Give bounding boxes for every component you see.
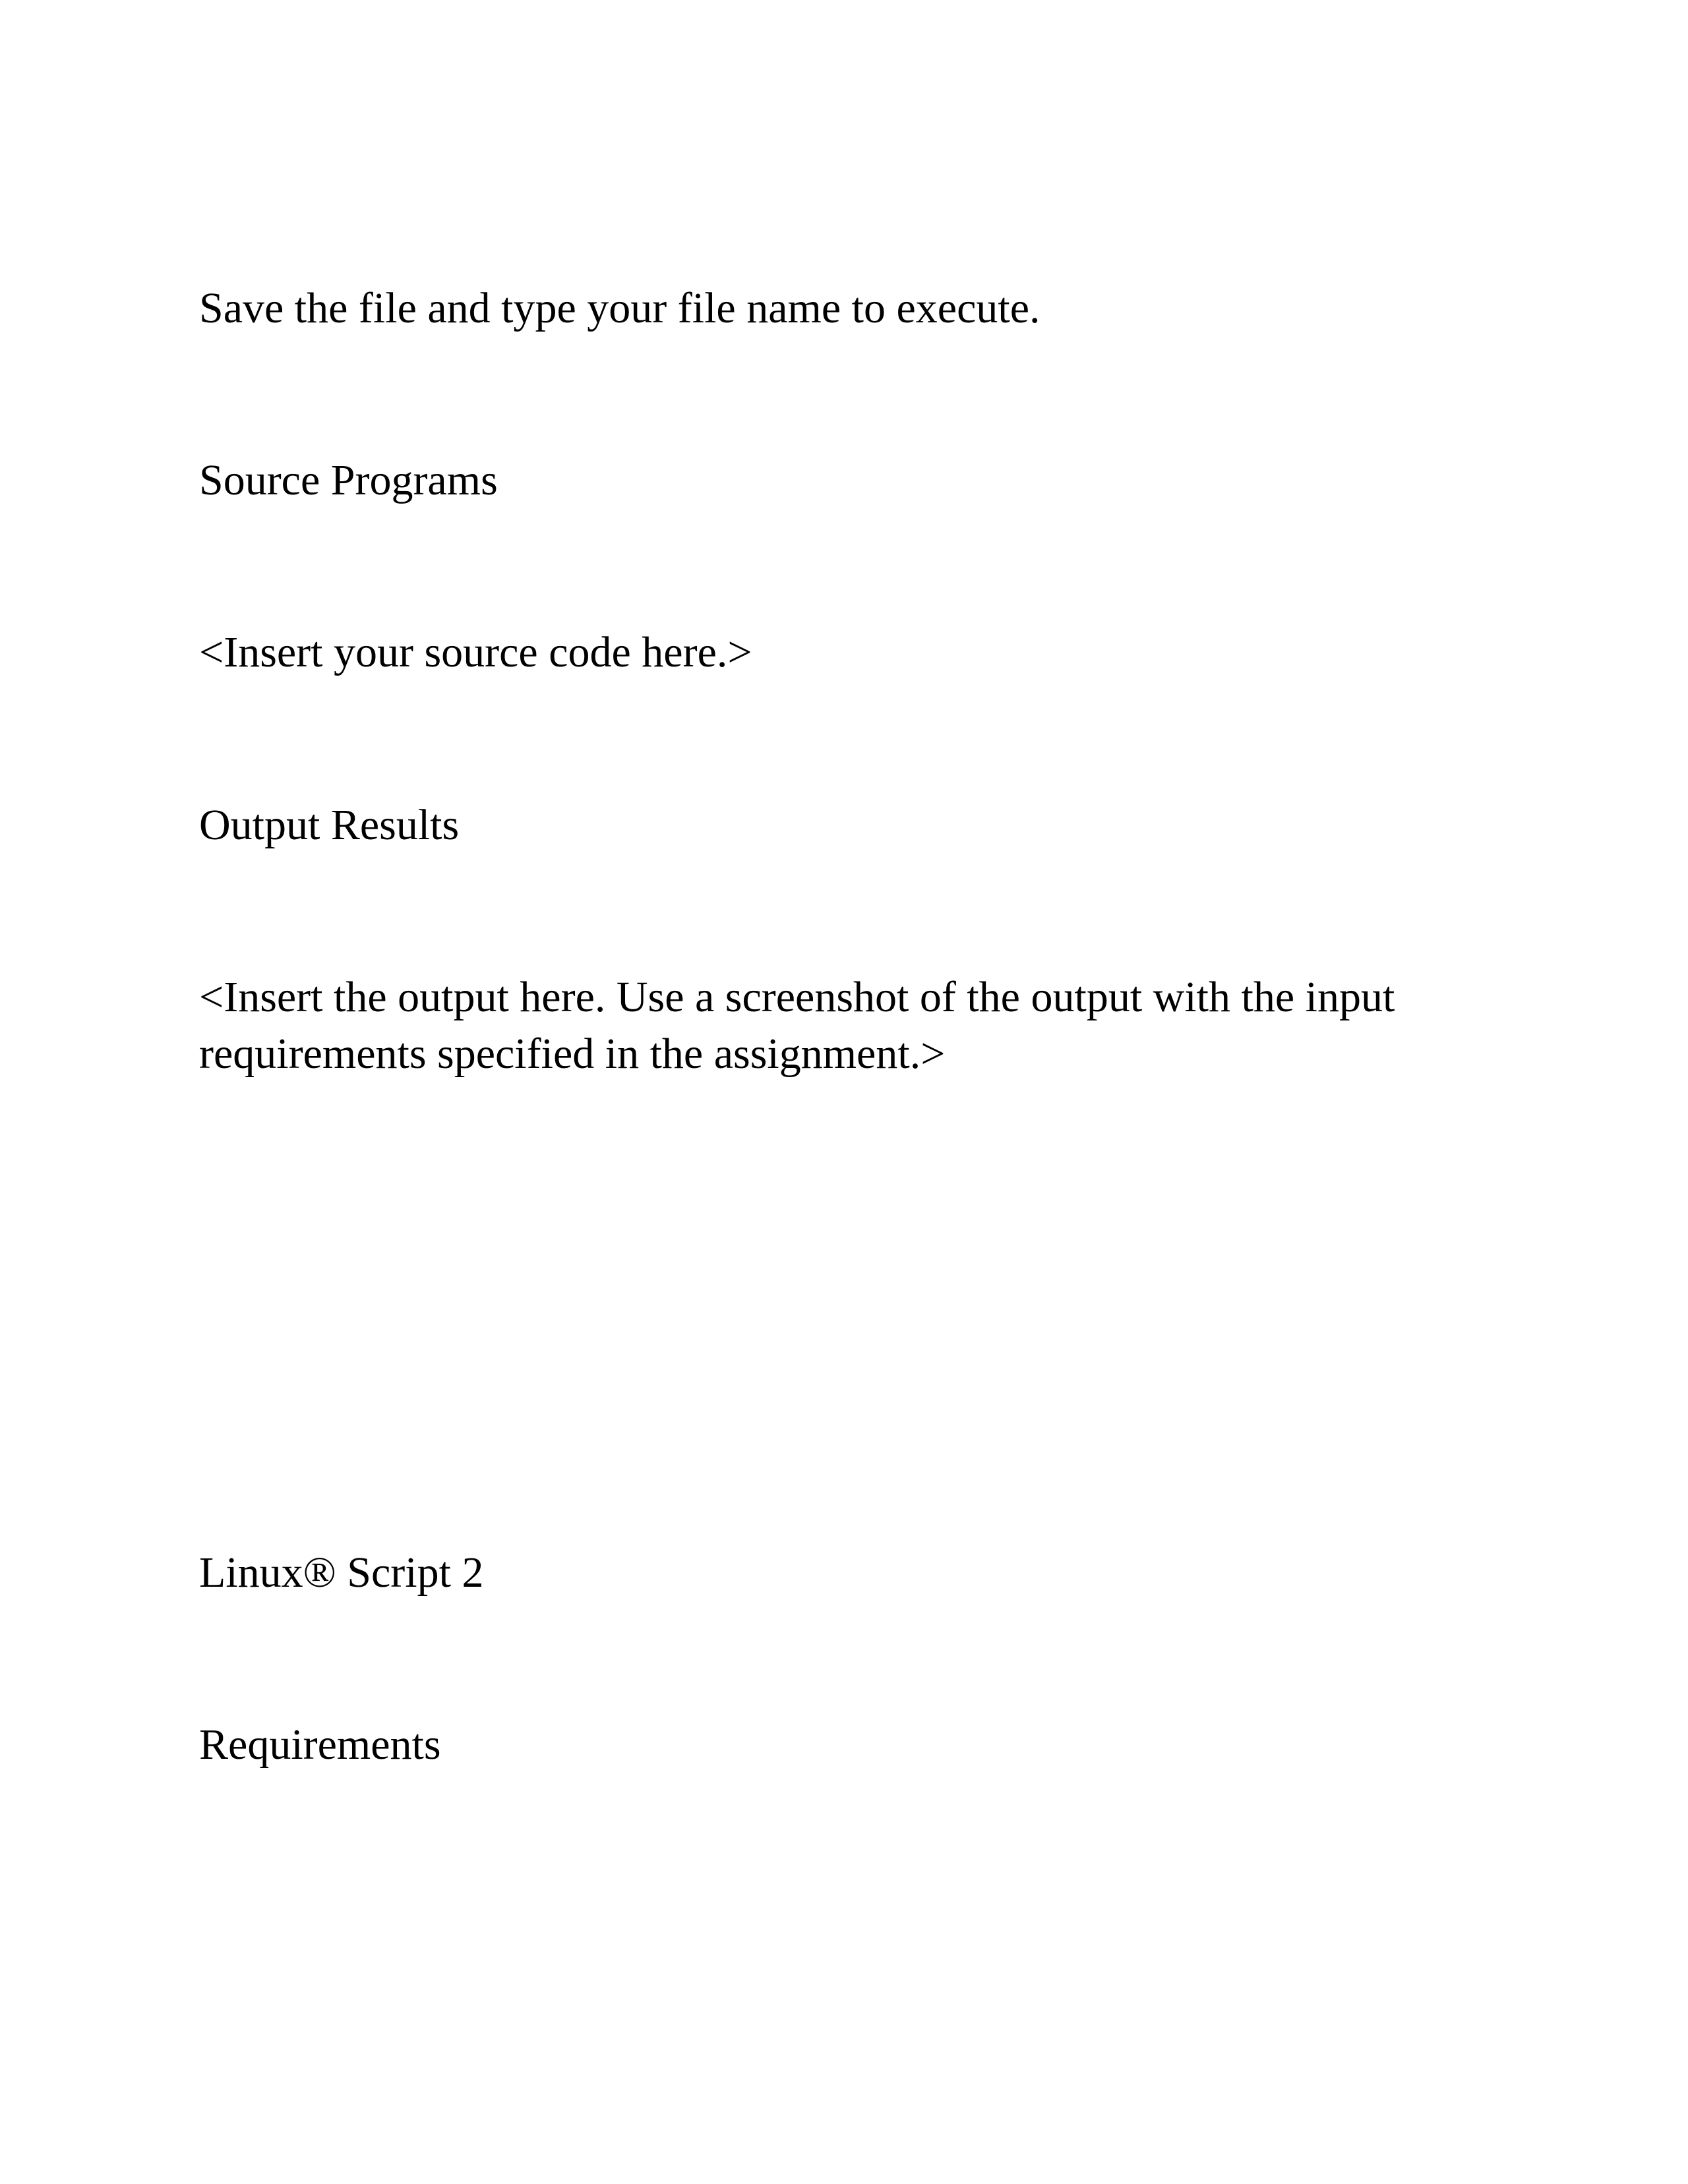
requirements-heading: Requirements: [199, 1721, 441, 1769]
output-placeholder: <Insert the output here. Use a screenshot of the output with the input requirements specified in the assignment.>: [199, 973, 1395, 1078]
linux-script-heading: Linux® Script 2: [199, 1549, 484, 1597]
output-results-heading: Output Results: [199, 801, 460, 849]
source-code-placeholder: <Insert your source code here.>: [199, 628, 752, 676]
source-programs-heading: Source Programs: [199, 456, 498, 504]
save-instruction-text: Save the file and type your file name to execute.: [199, 284, 1040, 332]
